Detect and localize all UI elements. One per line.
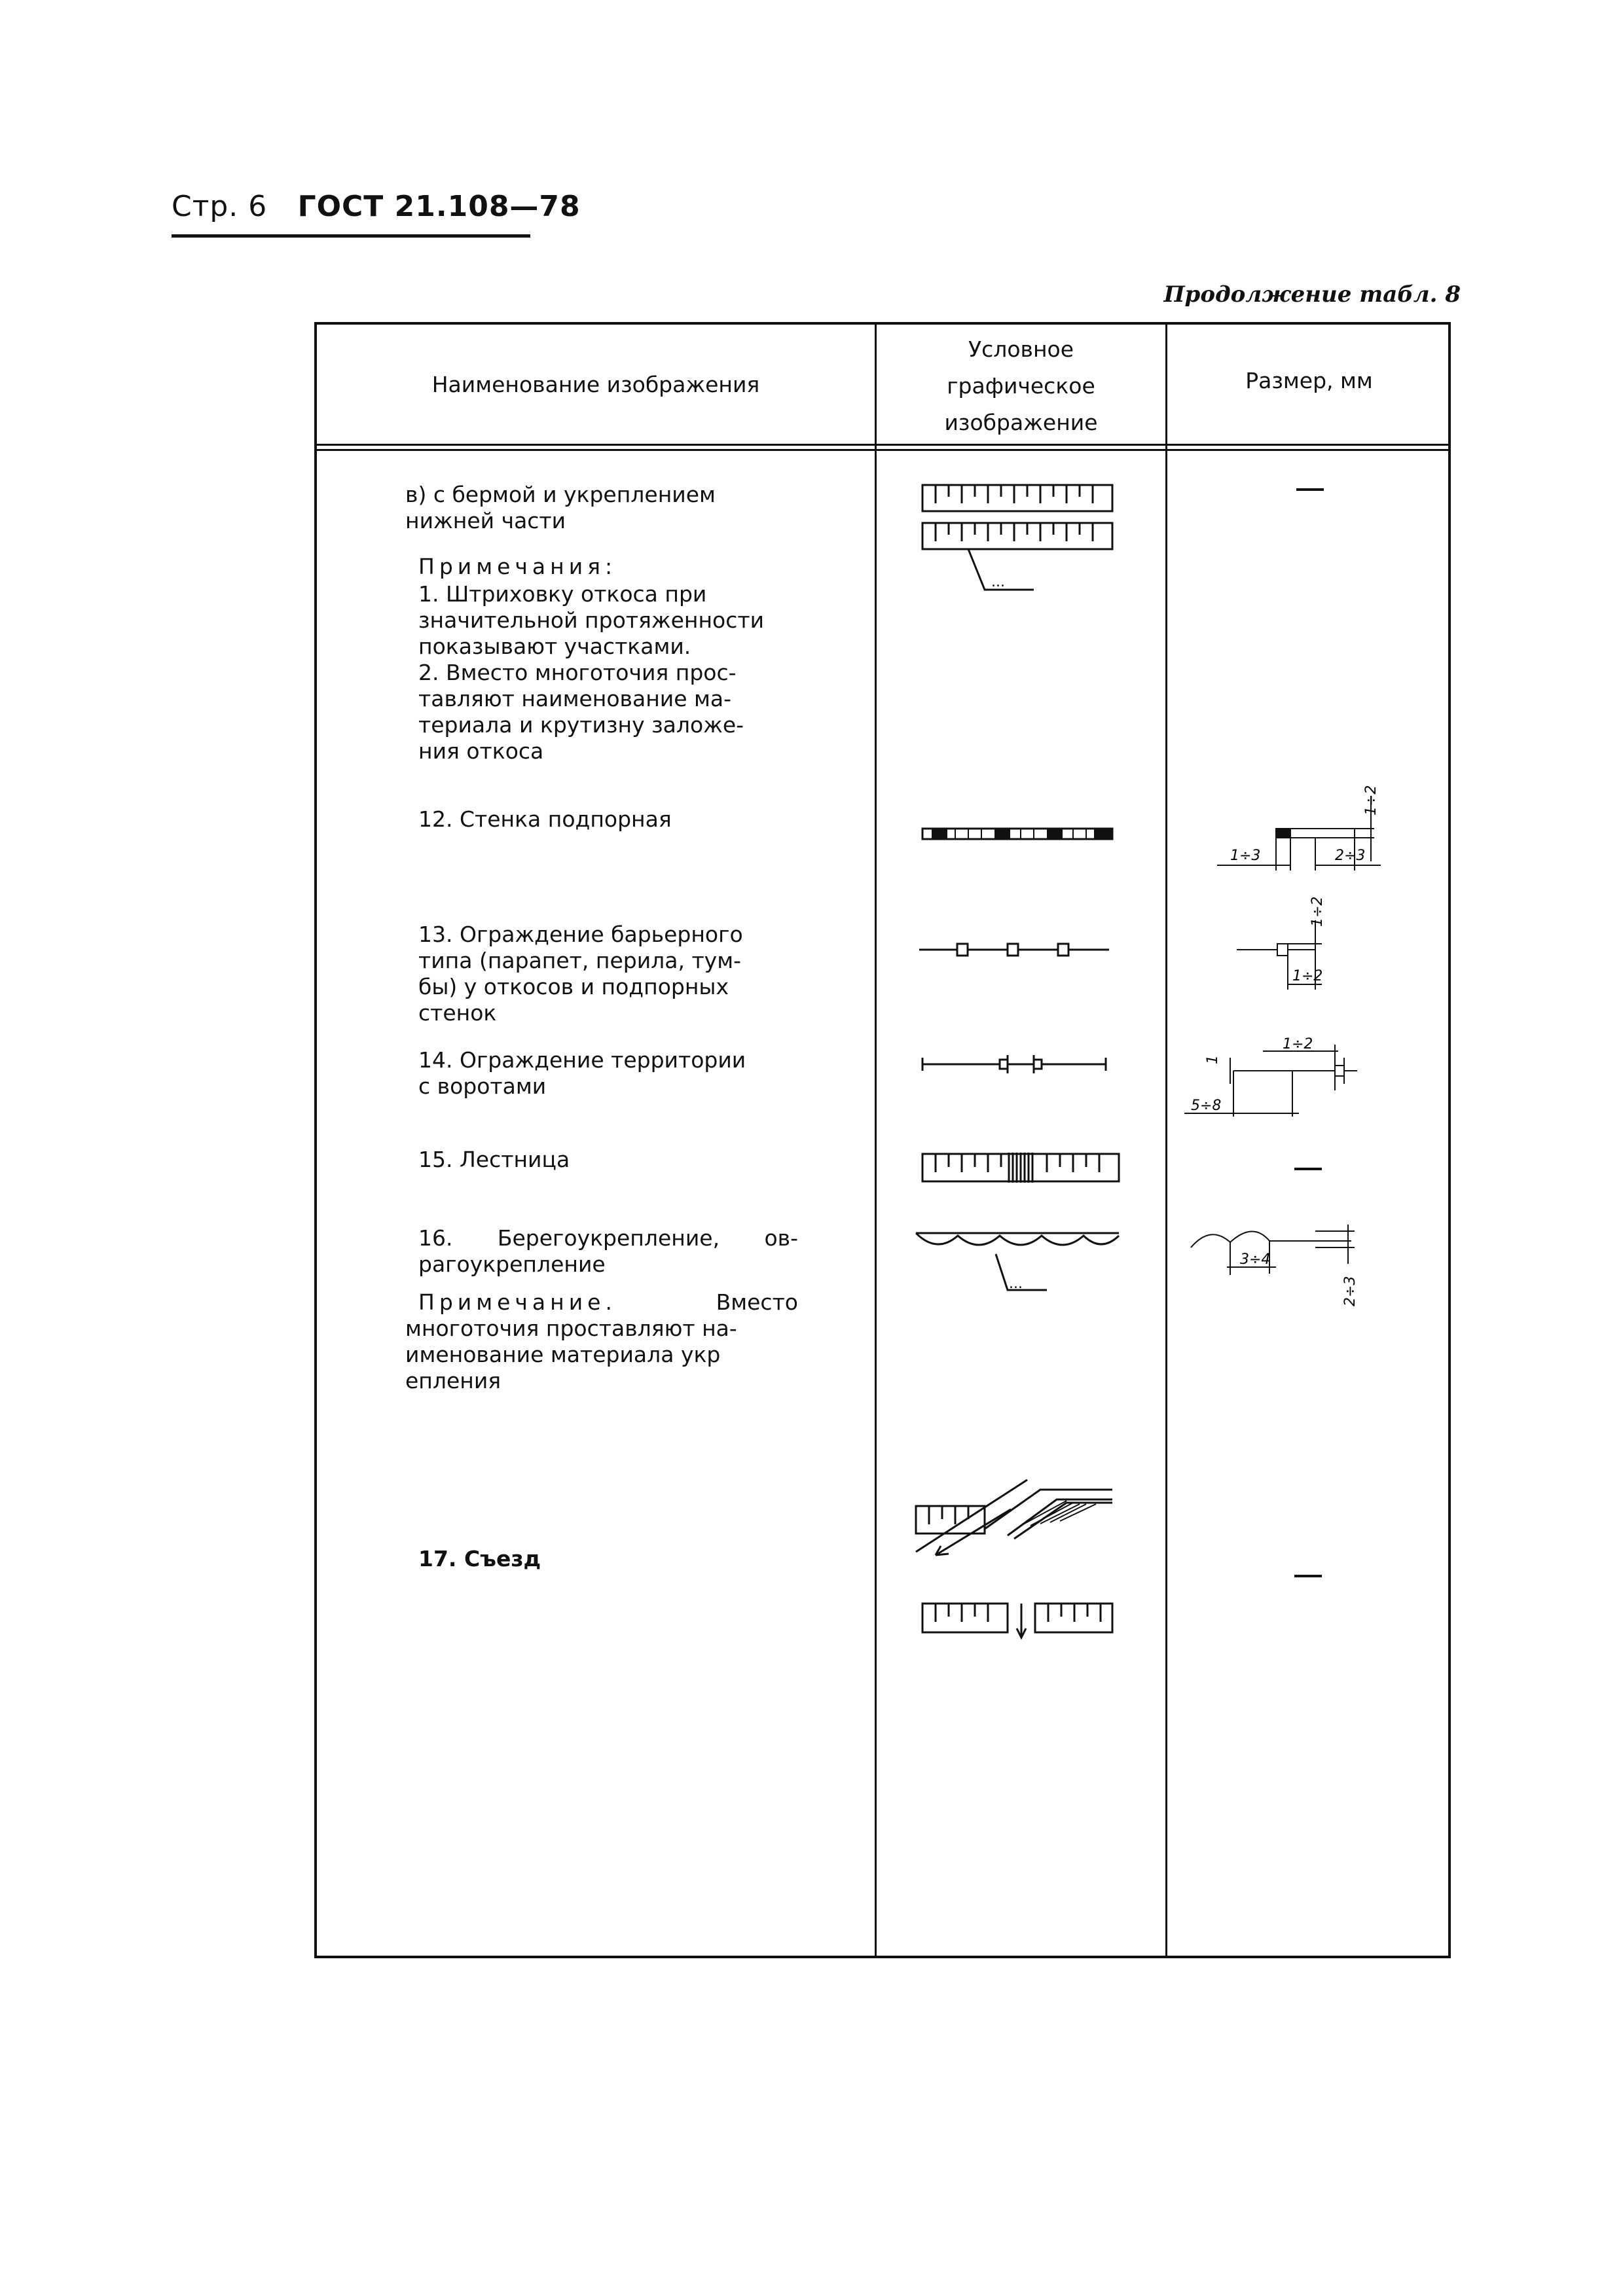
svg-text:1÷2: 1÷2 [1363, 785, 1379, 816]
territory-fence-symbol-icon [922, 1051, 1119, 1077]
text-line: в) с бермой и укреплением [405, 482, 716, 507]
staircase-symbol-icon [922, 1153, 1132, 1185]
text-line: с воротами [418, 1073, 547, 1099]
text-line: именование материала укр [405, 1342, 721, 1367]
text-line: нижней части [405, 508, 566, 533]
column-header-name: Наименование изображения [431, 372, 760, 397]
svg-text:2÷3: 2÷3 [1335, 848, 1366, 864]
text-line: 1. Штриховку откоса при [418, 581, 707, 607]
svg-text:3÷4: 3÷4 [1240, 1251, 1271, 1268]
column-header-size: Размер, мм [1245, 368, 1373, 393]
row-name-15: 15. Лестница [418, 1147, 570, 1172]
svg-text:...: ... [991, 574, 1005, 590]
row-name-16 [418, 1225, 798, 1251]
text-line: типа (парапет, перила, тум- [418, 948, 742, 973]
svg-text:1÷2: 1÷2 [1283, 1036, 1313, 1052]
text-line: ния откоса [418, 738, 544, 764]
text-line: значительной протяженности [418, 607, 765, 633]
header-divider-double [317, 449, 1448, 451]
column-header-symbol [877, 331, 1165, 441]
row-name-v [405, 482, 798, 534]
text-line: епления [405, 1368, 501, 1393]
text-line: 2. Вместо многоточия прос- [418, 660, 737, 685]
header-underline [172, 234, 530, 238]
note-title: Примечания: [418, 554, 617, 579]
text-line: 14. Ограждение территории [418, 1047, 746, 1073]
retaining-wall-symbol-icon [922, 829, 1119, 848]
svg-text:1÷2: 1÷2 [1292, 968, 1323, 984]
page-header [172, 190, 581, 223]
svg-text:1÷3: 1÷3 [1230, 848, 1261, 864]
text-line: 13. Ограждение барьерного [418, 922, 743, 947]
barrier-fence-symbol-icon [919, 940, 1116, 960]
bank-protection-dimensions-icon [1191, 1221, 1407, 1339]
table-continuation-label: Продолжение табл. 8 [1163, 281, 1461, 308]
row-notes-v [418, 581, 798, 764]
note-title: Примечание. [418, 1289, 617, 1315]
row-name-17: 17. Съезд [418, 1546, 541, 1571]
text-line: бы) у откосов и подпорных [418, 974, 729, 999]
territory-fence-dimensions-icon [1184, 1031, 1400, 1130]
svg-text:5÷8: 5÷8 [1191, 1098, 1222, 1114]
header-divider [317, 444, 1448, 446]
row-note-title-v [418, 554, 811, 580]
svg-text:2÷3: 2÷3 [1342, 1276, 1359, 1306]
row-name-16b: рагоукрепление [418, 1251, 606, 1277]
text-line: многоточия проставляют на- [405, 1316, 737, 1341]
svg-text:1÷2: 1÷2 [1309, 896, 1326, 927]
row-name-13 [418, 922, 798, 1026]
text-line: тавляют наименование ма- [418, 686, 732, 711]
ramp-lower-symbol-icon [922, 1601, 1132, 1640]
symbols-table [314, 322, 1451, 1958]
row-name-12: 12. Стенка подпорная [418, 806, 672, 832]
text-line: 16. Берегоукрепление, ов- [418, 1225, 798, 1251]
size-dash [1296, 488, 1324, 491]
header-line: Условное [968, 336, 1074, 362]
row-name-14 [418, 1047, 798, 1100]
header-line: изображение [944, 410, 1098, 435]
text-line: териала и крутизну заложе- [418, 712, 744, 738]
text-line: показывают участками. [418, 634, 691, 659]
svg-text:1: 1 [1205, 1055, 1221, 1064]
header-line: графическое [947, 373, 1095, 399]
bank-protection-symbol-icon [916, 1228, 1125, 1313]
column-divider [1165, 325, 1167, 1956]
size-dash [1294, 1168, 1322, 1170]
ramp-upper-symbol-icon [916, 1477, 1132, 1568]
size-dash [1294, 1575, 1322, 1577]
retaining-wall-dimensions-icon [1217, 783, 1413, 881]
page-number: Стр. 6 [172, 190, 268, 223]
standard-code: ГОСТ 21.108—78 [297, 190, 581, 223]
text-line: Вместо [716, 1289, 798, 1315]
row-notes-16 [405, 1289, 798, 1394]
svg-text:...: ... [1009, 1276, 1023, 1292]
slope-berm-symbol-icon [922, 485, 1132, 603]
barrier-fence-dimensions-icon [1217, 896, 1413, 999]
column-divider [875, 325, 877, 1956]
text-line: стенок [418, 1000, 497, 1026]
